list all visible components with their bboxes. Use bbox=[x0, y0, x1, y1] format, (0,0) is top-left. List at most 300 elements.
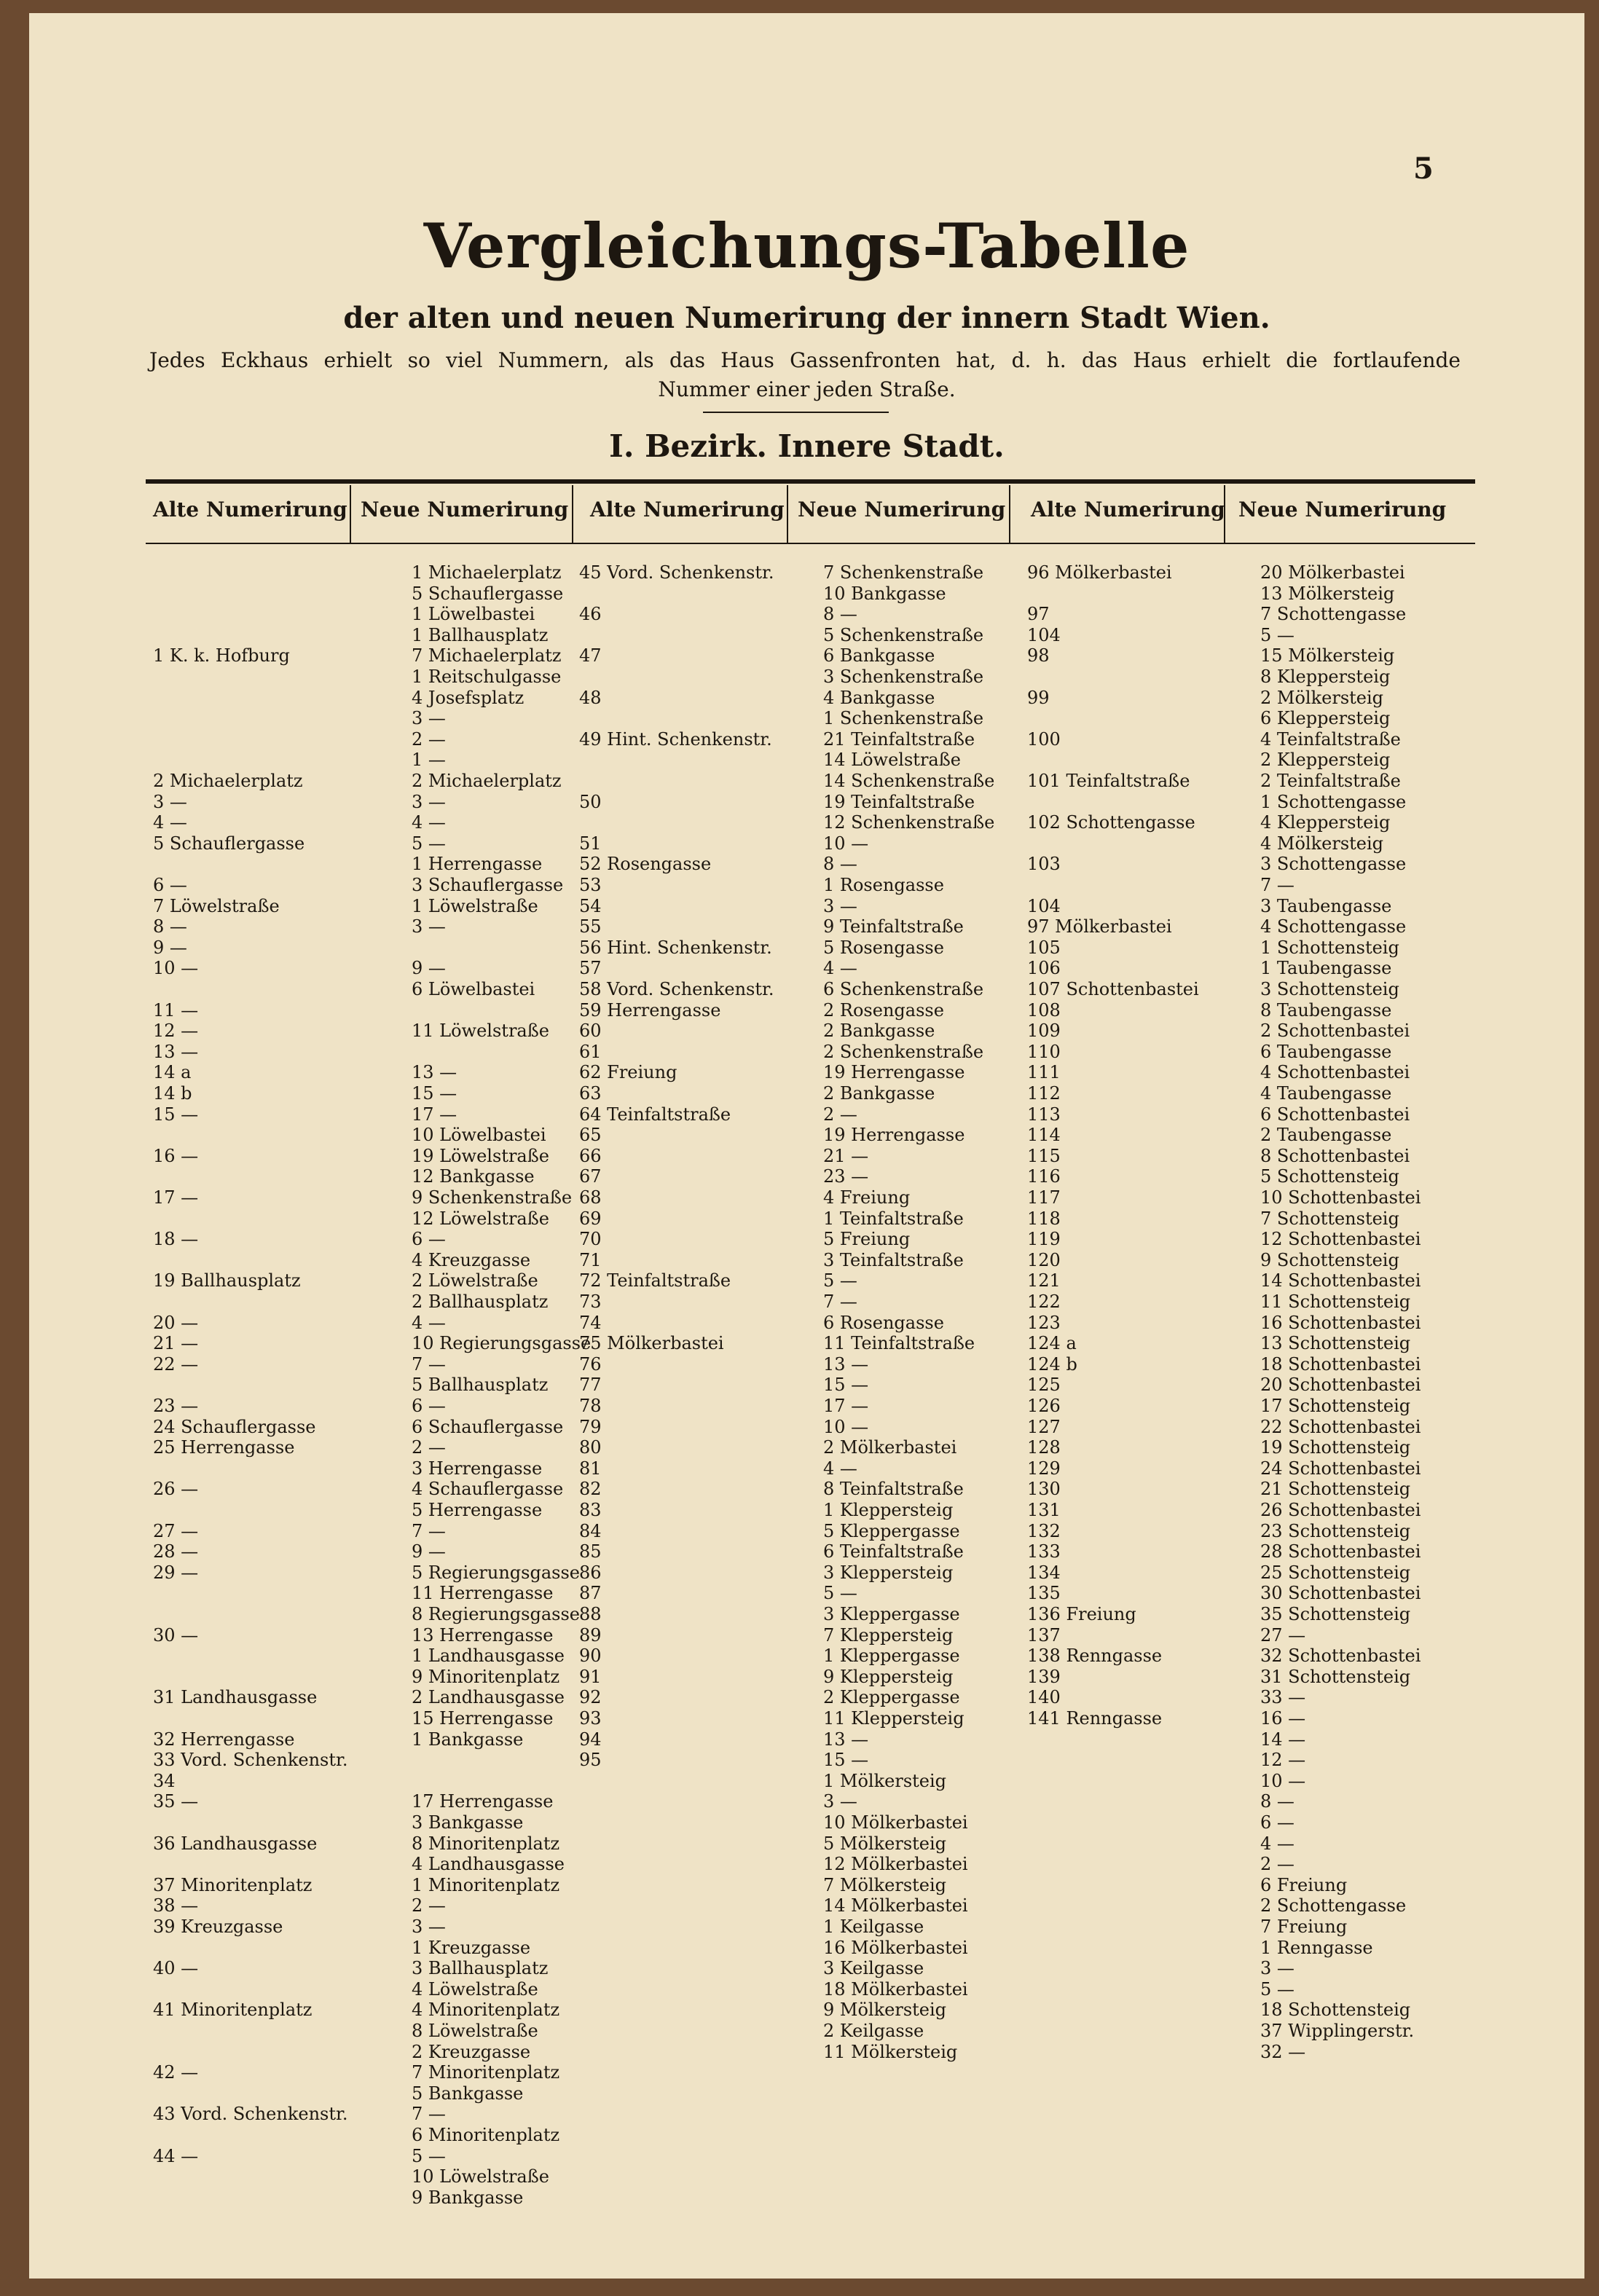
cell-neue-numerirung: 3 Keilgasse bbox=[823, 1958, 924, 1979]
cell-neue-numerirung: 5 Freiung bbox=[823, 1229, 911, 1250]
cell-neue-numerirung: 3 — bbox=[412, 791, 446, 812]
cell-neue-numerirung: 4 Freiung bbox=[823, 1187, 911, 1208]
cell-neue-numerirung: 1 Michaelerplatz bbox=[412, 562, 562, 583]
cell-neue-numerirung: 8 — bbox=[823, 854, 857, 875]
cell-neue-numerirung: 11 Kleppersteig bbox=[823, 1708, 964, 1729]
cell-neue-numerirung: 4 Josefsplatz bbox=[412, 687, 525, 708]
cell-neue-numerirung: 3 Ballhausplatz bbox=[412, 1958, 549, 1979]
column-header-neu: Neue Numerirung bbox=[361, 498, 569, 522]
cell-neue-numerirung: 2 Mölkersteig bbox=[1260, 687, 1384, 708]
cell-neue-numerirung: 6 — bbox=[412, 1229, 446, 1250]
cell-neue-numerirung: 1 Kreuzgasse bbox=[412, 1937, 531, 1958]
cell-alt-numerirung: 129 bbox=[1027, 1458, 1061, 1479]
cell-alt-numerirung: 52 Rosengasse bbox=[579, 854, 712, 875]
cell-neue-numerirung: 13 Mölkersteig bbox=[1260, 583, 1395, 604]
cell-alt-numerirung: 95 bbox=[579, 1750, 602, 1771]
cell-alt-numerirung: 29 — bbox=[153, 1562, 199, 1583]
cell-neue-numerirung: 5 Schenkenstraße bbox=[823, 624, 984, 645]
cell-alt-numerirung: 43 Vord. Schenkenstr. bbox=[153, 2104, 348, 2125]
column-header-alt: Alte Numerirung bbox=[153, 498, 347, 522]
cell-alt-numerirung: 132 bbox=[1027, 1520, 1061, 1541]
cell-neue-numerirung: 8 — bbox=[823, 604, 857, 625]
cell-neue-numerirung: 15 Herrengasse bbox=[412, 1708, 554, 1729]
cell-alt-numerirung: 28 — bbox=[153, 1541, 199, 1562]
cell-neue-numerirung: 3 — bbox=[823, 1791, 857, 1812]
cell-alt-numerirung: 100 bbox=[1027, 728, 1061, 750]
cell-neue-numerirung: 7 Minoritenplatz bbox=[412, 2062, 560, 2083]
cell-neue-numerirung: 13 Schottensteig bbox=[1260, 1333, 1411, 1354]
cell-neue-numerirung: 5 — bbox=[823, 1270, 857, 1292]
cell-neue-numerirung: 3 Taubengasse bbox=[1260, 895, 1392, 916]
document-page bbox=[29, 13, 1584, 2279]
cell-neue-numerirung: 6 Rosengasse bbox=[823, 1312, 944, 1333]
cell-alt-numerirung: 14 b bbox=[153, 1083, 192, 1104]
cell-neue-numerirung: 4 Kreuzgasse bbox=[412, 1249, 531, 1270]
cell-alt-numerirung: 77 bbox=[579, 1375, 602, 1396]
cell-alt-numerirung: 11 — bbox=[153, 999, 199, 1021]
cell-neue-numerirung: 3 Schenkenstraße bbox=[823, 667, 984, 687]
cell-neue-numerirung: 5 Mölkersteig bbox=[823, 1833, 947, 1854]
cell-neue-numerirung: 5 Kleppergasse bbox=[823, 1520, 960, 1541]
cell-alt-numerirung: 30 — bbox=[153, 1624, 199, 1646]
cell-alt-numerirung: 114 bbox=[1027, 1125, 1061, 1146]
cell-neue-numerirung: 13 — bbox=[412, 1062, 457, 1083]
cell-neue-numerirung: 1 Teinfaltstraße bbox=[823, 1208, 964, 1229]
cell-neue-numerirung: 4 Taubengasse bbox=[1260, 1083, 1392, 1104]
cell-alt-numerirung: 56 Hint. Schenkenstr. bbox=[579, 937, 772, 958]
cell-neue-numerirung: 2 Schenkenstraße bbox=[823, 1041, 984, 1062]
cell-neue-numerirung: 1 Minoritenplatz bbox=[412, 1874, 560, 1895]
cell-neue-numerirung: 3 — bbox=[823, 895, 857, 916]
cell-neue-numerirung: 6 Kleppersteig bbox=[1260, 708, 1391, 729]
cell-neue-numerirung: 2 Mölkerbastei bbox=[823, 1437, 957, 1458]
cell-alt-numerirung: 90 bbox=[579, 1646, 602, 1667]
cell-neue-numerirung: 37 Wipplingerstr. bbox=[1260, 2021, 1415, 2041]
cell-alt-numerirung: 82 bbox=[579, 1479, 602, 1500]
divider bbox=[703, 412, 889, 413]
cell-neue-numerirung: 19 Herrengasse bbox=[823, 1125, 965, 1146]
cell-neue-numerirung: 1 Bankgasse bbox=[412, 1729, 524, 1750]
cell-neue-numerirung: 5 — bbox=[412, 2145, 446, 2166]
cell-alt-numerirung: 26 — bbox=[153, 1479, 199, 1500]
cell-neue-numerirung: 8 Schottenbastei bbox=[1260, 1145, 1410, 1166]
cell-alt-numerirung: 135 bbox=[1027, 1583, 1061, 1604]
cell-alt-numerirung: 78 bbox=[579, 1396, 602, 1416]
cell-neue-numerirung: 4 — bbox=[1260, 1833, 1294, 1854]
cell-neue-numerirung: 7 Mölkersteig bbox=[823, 1874, 947, 1895]
cell-alt-numerirung: 87 bbox=[579, 1583, 602, 1604]
cell-neue-numerirung: 5 Ballhausplatz bbox=[412, 1375, 549, 1396]
cell-alt-numerirung: 122 bbox=[1027, 1292, 1061, 1312]
cell-alt-numerirung: 31 Landhausgasse bbox=[153, 1687, 318, 1708]
cell-alt-numerirung: 17 — bbox=[153, 1187, 199, 1208]
cell-alt-numerirung: 97 bbox=[1027, 604, 1050, 625]
cell-alt-numerirung: 83 bbox=[579, 1500, 602, 1520]
cell-neue-numerirung: 2 Kleppersteig bbox=[1260, 750, 1391, 771]
cell-neue-numerirung: 2 — bbox=[823, 1104, 857, 1125]
cell-alt-numerirung: 71 bbox=[579, 1249, 602, 1270]
cell-neue-numerirung: 7 — bbox=[412, 1520, 446, 1541]
cell-alt-numerirung: 99 bbox=[1027, 687, 1050, 708]
cell-alt-numerirung: 136 Freiung bbox=[1027, 1604, 1136, 1624]
cell-neue-numerirung: 5 — bbox=[823, 1583, 857, 1604]
column-divider bbox=[350, 485, 351, 543]
cell-neue-numerirung: 10 Löwelbastei bbox=[412, 1125, 546, 1146]
cell-neue-numerirung: 5 — bbox=[1260, 1978, 1294, 2000]
cell-neue-numerirung: 4 Mölkersteig bbox=[1260, 833, 1384, 854]
cell-neue-numerirung: 2 Michaelerplatz bbox=[412, 771, 562, 791]
cell-alt-numerirung: 67 bbox=[579, 1166, 602, 1187]
cell-alt-numerirung: 6 — bbox=[153, 875, 187, 895]
cell-alt-numerirung: 140 bbox=[1027, 1687, 1061, 1708]
cell-alt-numerirung: 62 Freiung bbox=[579, 1062, 677, 1083]
cell-neue-numerirung: 15 — bbox=[823, 1750, 869, 1771]
cell-neue-numerirung: 31 Schottensteig bbox=[1260, 1666, 1411, 1687]
cell-alt-numerirung: 69 bbox=[579, 1208, 602, 1229]
cell-neue-numerirung: 6 Minoritenplatz bbox=[412, 2125, 560, 2145]
cell-alt-numerirung: 117 bbox=[1027, 1187, 1061, 1208]
cell-neue-numerirung: 4 Landhausgasse bbox=[412, 1854, 565, 1875]
cell-alt-numerirung: 53 bbox=[579, 875, 602, 895]
cell-alt-numerirung: 72 Teinfaltstraße bbox=[579, 1270, 731, 1292]
cell-alt-numerirung: 42 — bbox=[153, 2062, 199, 2083]
cell-neue-numerirung: 11 Mölkersteig bbox=[823, 2041, 958, 2062]
cell-neue-numerirung: 9 Mölkersteig bbox=[823, 2000, 947, 2021]
cell-neue-numerirung: 2 Taubengasse bbox=[1260, 1125, 1392, 1146]
cell-neue-numerirung: 6 Taubengasse bbox=[1260, 1041, 1392, 1062]
cell-neue-numerirung: 4 Minoritenplatz bbox=[412, 2000, 560, 2021]
cell-alt-numerirung: 19 Ballhausplatz bbox=[153, 1270, 301, 1292]
cell-neue-numerirung: 20 Mölkerbastei bbox=[1260, 562, 1405, 583]
cell-alt-numerirung: 141 Renngasse bbox=[1027, 1708, 1163, 1729]
cell-neue-numerirung: 2 Löwelstraße bbox=[412, 1270, 538, 1292]
cell-alt-numerirung: 79 bbox=[579, 1416, 602, 1437]
cell-alt-numerirung: 4 — bbox=[153, 812, 187, 833]
district-heading: I. Bezirk. Innere Stadt. bbox=[609, 428, 1005, 464]
cell-neue-numerirung: 5 Regierungsgasse bbox=[412, 1562, 580, 1583]
cell-alt-numerirung: 8 — bbox=[153, 916, 187, 937]
cell-neue-numerirung: 17 Herrengasse bbox=[412, 1791, 554, 1812]
cell-neue-numerirung: 13 — bbox=[823, 1353, 869, 1375]
cell-neue-numerirung: 2 Schottenbastei bbox=[1260, 1021, 1410, 1042]
cell-alt-numerirung: 80 bbox=[579, 1437, 602, 1458]
cell-neue-numerirung: 1 Schottengasse bbox=[1260, 791, 1407, 812]
cell-neue-numerirung: 1 Löwelstraße bbox=[412, 895, 538, 916]
cell-neue-numerirung: 1 Keilgasse bbox=[823, 1916, 924, 1937]
cell-neue-numerirung: 10 Mölkerbastei bbox=[823, 1812, 968, 1833]
cell-neue-numerirung: 9 Teinfaltstraße bbox=[823, 916, 964, 937]
cell-neue-numerirung: 23 — bbox=[823, 1166, 869, 1187]
cell-neue-numerirung: 4 Kleppersteig bbox=[1260, 812, 1391, 833]
cell-alt-numerirung: 102 Schottengasse bbox=[1027, 812, 1195, 833]
cell-neue-numerirung: 17 Schottensteig bbox=[1260, 1396, 1411, 1416]
cell-alt-numerirung: 60 bbox=[579, 1021, 602, 1042]
cell-neue-numerirung: 6 Löwelbastei bbox=[412, 979, 535, 999]
cell-alt-numerirung: 33 Vord. Schenkenstr. bbox=[153, 1750, 348, 1771]
page-title: Vergleichungs-Tabelle bbox=[423, 210, 1190, 282]
cell-alt-numerirung: 106 bbox=[1027, 958, 1061, 979]
cell-alt-numerirung: 18 — bbox=[153, 1229, 199, 1250]
column-divider bbox=[572, 485, 573, 543]
note-line-2: Nummer einer jeden Straße. bbox=[658, 377, 956, 401]
cell-alt-numerirung: 104 bbox=[1027, 895, 1061, 916]
cell-alt-numerirung: 25 Herrengasse bbox=[153, 1437, 295, 1458]
cell-neue-numerirung: 23 Schottensteig bbox=[1260, 1520, 1411, 1541]
cell-neue-numerirung: 19 Teinfaltstraße bbox=[823, 791, 975, 812]
cell-alt-numerirung: 113 bbox=[1027, 1104, 1061, 1125]
cell-neue-numerirung: 32 — bbox=[1260, 2041, 1306, 2062]
cell-neue-numerirung: 8 Löwelstraße bbox=[412, 2021, 538, 2041]
cell-alt-numerirung: 111 bbox=[1027, 1062, 1061, 1083]
cell-neue-numerirung: 25 Schottensteig bbox=[1260, 1562, 1411, 1583]
cell-neue-numerirung: 7 Freiung bbox=[1260, 1916, 1348, 1937]
cell-neue-numerirung: 2 Rosengasse bbox=[823, 999, 944, 1021]
cell-neue-numerirung: 1 Taubengasse bbox=[1260, 958, 1392, 979]
cell-alt-numerirung: 27 — bbox=[153, 1520, 199, 1541]
cell-alt-numerirung: 75 Mölkerbastei bbox=[579, 1333, 724, 1354]
cell-alt-numerirung: 94 bbox=[579, 1729, 602, 1750]
cell-alt-numerirung: 65 bbox=[579, 1125, 602, 1146]
cell-neue-numerirung: 11 Löwelstraße bbox=[412, 1021, 549, 1042]
cell-alt-numerirung: 1 K. k. Hofburg bbox=[153, 645, 290, 667]
cell-neue-numerirung: 4 Schottenbastei bbox=[1260, 1062, 1410, 1083]
cell-neue-numerirung: 9 Schottensteig bbox=[1260, 1249, 1399, 1270]
cell-neue-numerirung: 6 — bbox=[1260, 1812, 1294, 1833]
cell-neue-numerirung: 3 — bbox=[412, 916, 446, 937]
column-header-neu: Neue Numerirung bbox=[1238, 498, 1447, 522]
cell-neue-numerirung: 7 — bbox=[412, 1353, 446, 1375]
cell-neue-numerirung: 3 Schottengasse bbox=[1260, 854, 1407, 875]
cell-alt-numerirung: 107 Schottenbastei bbox=[1027, 979, 1199, 999]
cell-neue-numerirung: 4 Schottengasse bbox=[1260, 916, 1407, 937]
cell-alt-numerirung: 115 bbox=[1027, 1145, 1061, 1166]
cell-neue-numerirung: 12 Mölkerbastei bbox=[823, 1854, 968, 1875]
cell-alt-numerirung: 37 Minoritenplatz bbox=[153, 1874, 313, 1895]
cell-neue-numerirung: 7 — bbox=[1260, 875, 1294, 895]
cell-neue-numerirung: 1 Mölkersteig bbox=[823, 1770, 947, 1791]
cell-neue-numerirung: 1 Schenkenstraße bbox=[823, 708, 984, 729]
cell-neue-numerirung: 6 Bankgasse bbox=[823, 645, 935, 667]
cell-alt-numerirung: 124 b bbox=[1027, 1353, 1077, 1375]
cell-alt-numerirung: 74 bbox=[579, 1312, 602, 1333]
cell-neue-numerirung: 6 Schottenbastei bbox=[1260, 1104, 1410, 1125]
cell-neue-numerirung: 12 Bankgasse bbox=[412, 1166, 535, 1187]
cell-neue-numerirung: 9 — bbox=[412, 958, 446, 979]
cell-alt-numerirung: 127 bbox=[1027, 1416, 1061, 1437]
cell-neue-numerirung: 10 Bankgasse bbox=[823, 583, 946, 604]
cell-alt-numerirung: 138 Renngasse bbox=[1027, 1646, 1163, 1667]
cell-neue-numerirung: 19 Schottensteig bbox=[1260, 1437, 1411, 1458]
cell-alt-numerirung: 55 bbox=[579, 916, 602, 937]
cell-alt-numerirung: 91 bbox=[579, 1666, 602, 1687]
cell-alt-numerirung: 139 bbox=[1027, 1666, 1061, 1687]
cell-neue-numerirung: 5 Schottensteig bbox=[1260, 1166, 1399, 1187]
cell-neue-numerirung: 1 Kleppersteig bbox=[823, 1500, 954, 1520]
cell-neue-numerirung: 6 Teinfaltstraße bbox=[823, 1541, 964, 1562]
cell-neue-numerirung: 4 Teinfaltstraße bbox=[1260, 728, 1401, 750]
cell-neue-numerirung: 16 Schottenbastei bbox=[1260, 1312, 1421, 1333]
cell-neue-numerirung: 2 Landhausgasse bbox=[412, 1687, 565, 1708]
cell-neue-numerirung: 18 Mölkerbastei bbox=[823, 1978, 968, 2000]
cell-neue-numerirung: 1 — bbox=[412, 750, 446, 771]
cell-alt-numerirung: 41 Minoritenplatz bbox=[153, 2000, 313, 2021]
cell-neue-numerirung: 18 Schottensteig bbox=[1260, 2000, 1411, 2021]
cell-neue-numerirung: 4 — bbox=[823, 958, 857, 979]
cell-neue-numerirung: 2 — bbox=[412, 1895, 446, 1916]
cell-alt-numerirung: 93 bbox=[579, 1708, 602, 1729]
cell-alt-numerirung: 49 Hint. Schenkenstr. bbox=[579, 728, 772, 750]
cell-neue-numerirung: 4 Löwelstraße bbox=[412, 1978, 538, 2000]
cell-alt-numerirung: 68 bbox=[579, 1187, 602, 1208]
cell-neue-numerirung: 16 — bbox=[1260, 1708, 1306, 1729]
cell-neue-numerirung: 14 Schenkenstraße bbox=[823, 771, 995, 791]
cell-neue-numerirung: 15 — bbox=[823, 1375, 869, 1396]
cell-neue-numerirung: 11 Teinfaltstraße bbox=[823, 1333, 975, 1354]
note-line-1: Jedes Eckhaus erhielt so viel Nummern, als das Haus Gassenfronten hat, d. h. das Haus erhielt die fortlaufende bbox=[149, 348, 1461, 372]
cell-alt-numerirung: 35 — bbox=[153, 1791, 199, 1812]
cell-neue-numerirung: 5 Schauflergasse bbox=[412, 583, 564, 604]
cell-neue-numerirung: 15 Mölkersteig bbox=[1260, 645, 1395, 667]
cell-alt-numerirung: 123 bbox=[1027, 1312, 1061, 1333]
cell-alt-numerirung: 2 Michaelerplatz bbox=[153, 771, 303, 791]
cell-alt-numerirung: 73 bbox=[579, 1292, 602, 1312]
cell-alt-numerirung: 22 — bbox=[153, 1353, 199, 1375]
cell-neue-numerirung: 3 — bbox=[412, 708, 446, 729]
cell-alt-numerirung: 88 bbox=[579, 1604, 602, 1624]
cell-neue-numerirung: 14 Löwelstraße bbox=[823, 750, 961, 771]
cell-alt-numerirung: 23 — bbox=[153, 1396, 199, 1416]
cell-alt-numerirung: 97 Mölkerbastei bbox=[1027, 916, 1172, 937]
cell-neue-numerirung: 7 — bbox=[412, 2104, 446, 2125]
cell-neue-numerirung: 7 Michaelerplatz bbox=[412, 645, 562, 667]
cell-neue-numerirung: 2 Ballhausplatz bbox=[412, 1292, 549, 1312]
cell-neue-numerirung: 10 Löwelstraße bbox=[412, 2166, 549, 2187]
cell-alt-numerirung: 58 Vord. Schenkenstr. bbox=[579, 979, 774, 999]
cell-neue-numerirung: 5 Rosengasse bbox=[823, 937, 944, 958]
cell-alt-numerirung: 125 bbox=[1027, 1375, 1061, 1396]
cell-neue-numerirung: 26 Schottenbastei bbox=[1260, 1500, 1421, 1520]
cell-alt-numerirung: 12 — bbox=[153, 1021, 199, 1042]
cell-neue-numerirung: 12 Schottenbastei bbox=[1260, 1229, 1421, 1250]
cell-alt-numerirung: 101 Teinfaltstraße bbox=[1027, 771, 1190, 791]
column-divider bbox=[1009, 485, 1010, 543]
cell-neue-numerirung: 6 Freiung bbox=[1260, 1874, 1348, 1895]
cell-alt-numerirung: 40 — bbox=[153, 1958, 199, 1979]
cell-neue-numerirung: 5 Herrengasse bbox=[412, 1500, 543, 1520]
cell-alt-numerirung: 92 bbox=[579, 1687, 602, 1708]
cell-neue-numerirung: 11 Herrengasse bbox=[412, 1583, 554, 1604]
cell-alt-numerirung: 32 Herrengasse bbox=[153, 1729, 295, 1750]
cell-alt-numerirung: 81 bbox=[579, 1458, 602, 1479]
cell-neue-numerirung: 4 Schauflergasse bbox=[412, 1479, 564, 1500]
cell-neue-numerirung: 12 Schenkenstraße bbox=[823, 812, 995, 833]
cell-neue-numerirung: 8 Teinfaltstraße bbox=[823, 1479, 964, 1500]
cell-alt-numerirung: 130 bbox=[1027, 1479, 1061, 1500]
cell-neue-numerirung: 1 Renngasse bbox=[1260, 1937, 1373, 1958]
cell-neue-numerirung: 4 Bankgasse bbox=[823, 687, 935, 708]
cell-neue-numerirung: 3 Teinfaltstraße bbox=[823, 1249, 964, 1270]
cell-neue-numerirung: 2 Bankgasse bbox=[823, 1083, 935, 1104]
cell-neue-numerirung: 1 Reitschulgasse bbox=[412, 667, 562, 687]
cell-neue-numerirung: 21 — bbox=[823, 1145, 869, 1166]
cell-alt-numerirung: 128 bbox=[1027, 1437, 1061, 1458]
cell-alt-numerirung: 3 — bbox=[153, 791, 187, 812]
cell-alt-numerirung: 44 — bbox=[153, 2145, 199, 2166]
cell-alt-numerirung: 133 bbox=[1027, 1541, 1061, 1562]
cell-alt-numerirung: 48 bbox=[579, 687, 602, 708]
cell-alt-numerirung: 10 — bbox=[153, 958, 199, 979]
cell-neue-numerirung: 3 — bbox=[1260, 1958, 1294, 1979]
cell-alt-numerirung: 20 — bbox=[153, 1312, 199, 1333]
cell-alt-numerirung: 105 bbox=[1027, 937, 1061, 958]
cell-neue-numerirung: 22 Schottenbastei bbox=[1260, 1416, 1421, 1437]
cell-neue-numerirung: 11 Schottensteig bbox=[1260, 1292, 1411, 1312]
cell-neue-numerirung: 19 Löwelstraße bbox=[412, 1145, 549, 1166]
cell-neue-numerirung: 21 Schottensteig bbox=[1260, 1479, 1411, 1500]
cell-alt-numerirung: 16 — bbox=[153, 1145, 199, 1166]
cell-neue-numerirung: 9 Schenkenstraße bbox=[412, 1187, 573, 1208]
cell-alt-numerirung: 121 bbox=[1027, 1270, 1061, 1292]
cell-alt-numerirung: 70 bbox=[579, 1229, 602, 1250]
cell-neue-numerirung: 10 — bbox=[823, 1416, 869, 1437]
cell-alt-numerirung: 5 Schauflergasse bbox=[153, 833, 305, 854]
cell-neue-numerirung: 6 — bbox=[412, 1396, 446, 1416]
cell-neue-numerirung: 8 Regierungsgasse bbox=[412, 1604, 580, 1624]
cell-alt-numerirung: 84 bbox=[579, 1520, 602, 1541]
cell-alt-numerirung: 86 bbox=[579, 1562, 602, 1583]
cell-neue-numerirung: 6 Schauflergasse bbox=[412, 1416, 564, 1437]
cell-neue-numerirung: 14 Mölkerbastei bbox=[823, 1895, 968, 1916]
cell-neue-numerirung: 14 — bbox=[1260, 1729, 1306, 1750]
cell-neue-numerirung: 8 Taubengasse bbox=[1260, 999, 1392, 1021]
cell-alt-numerirung: 13 — bbox=[153, 1041, 199, 1062]
cell-neue-numerirung: 10 Schottenbastei bbox=[1260, 1187, 1421, 1208]
cell-alt-numerirung: 112 bbox=[1027, 1083, 1061, 1104]
cell-neue-numerirung: 28 Schottenbastei bbox=[1260, 1541, 1421, 1562]
cell-alt-numerirung: 134 bbox=[1027, 1562, 1061, 1583]
cell-neue-numerirung: 2 Keilgasse bbox=[823, 2021, 924, 2041]
cell-neue-numerirung: 2 Bankgasse bbox=[823, 1021, 935, 1042]
cell-alt-numerirung: 21 — bbox=[153, 1333, 199, 1354]
cell-alt-numerirung: 116 bbox=[1027, 1166, 1061, 1187]
column-divider bbox=[787, 485, 788, 543]
cell-neue-numerirung: 2 Teinfaltstraße bbox=[1260, 771, 1401, 791]
cell-alt-numerirung: 46 bbox=[579, 604, 602, 625]
cell-neue-numerirung: 13 Herrengasse bbox=[412, 1624, 554, 1646]
cell-neue-numerirung: 3 Herrengasse bbox=[412, 1458, 543, 1479]
cell-neue-numerirung: 17 — bbox=[412, 1104, 457, 1125]
cell-alt-numerirung: 45 Vord. Schenkenstr. bbox=[579, 562, 774, 583]
cell-neue-numerirung: 7 Kleppersteig bbox=[823, 1624, 954, 1646]
cell-neue-numerirung: 1 Ballhausplatz bbox=[412, 624, 549, 645]
cell-neue-numerirung: 5 — bbox=[412, 833, 446, 854]
cell-alt-numerirung: 24 Schauflergasse bbox=[153, 1416, 316, 1437]
cell-neue-numerirung: 9 Kleppersteig bbox=[823, 1666, 954, 1687]
cell-alt-numerirung: 119 bbox=[1027, 1229, 1061, 1250]
cell-neue-numerirung: 20 Schottenbastei bbox=[1260, 1375, 1421, 1396]
cell-neue-numerirung: 10 Regierungsgasse bbox=[412, 1333, 592, 1354]
cell-neue-numerirung: 1 Löwelbastei bbox=[412, 604, 535, 625]
cell-neue-numerirung: 1 Herrengasse bbox=[412, 854, 543, 875]
cell-neue-numerirung: 1 Rosengasse bbox=[823, 875, 944, 895]
cell-alt-numerirung: 39 Kreuzgasse bbox=[153, 1916, 283, 1937]
cell-alt-numerirung: 59 Herrengasse bbox=[579, 999, 721, 1021]
column-header-alt: Alte Numerirung bbox=[590, 498, 785, 522]
cell-neue-numerirung: 9 Bankgasse bbox=[412, 2187, 524, 2208]
cell-alt-numerirung: 64 Teinfaltstraße bbox=[579, 1104, 731, 1125]
cell-neue-numerirung: 2 — bbox=[412, 1437, 446, 1458]
cell-alt-numerirung: 63 bbox=[579, 1083, 602, 1104]
